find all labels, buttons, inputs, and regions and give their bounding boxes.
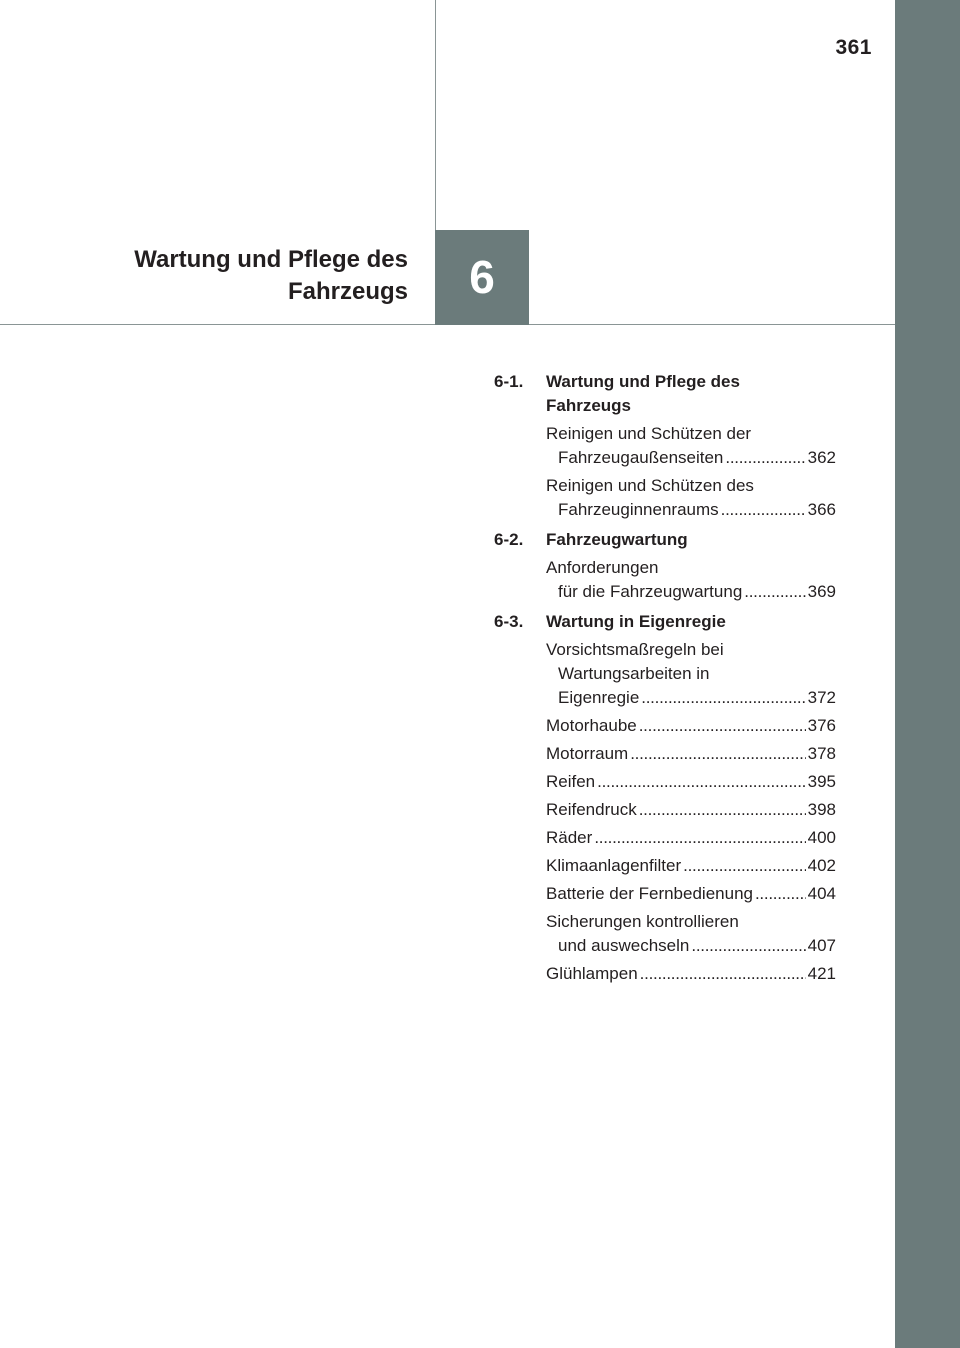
toc-entry-page-number: 402 (807, 856, 836, 875)
toc-entry-page-number: 376 (807, 716, 836, 735)
toc-entry-row (546, 446, 836, 470)
dot-leader (725, 446, 805, 470)
toc-entry-label: Batterie der Fernbedienung (546, 884, 753, 903)
toc-entry-row (546, 882, 836, 906)
toc-section-heading[interactable] (494, 370, 836, 418)
toc-entry-page-number: 400 (807, 828, 836, 847)
toc-entry-row (546, 854, 836, 878)
toc-entry-label-line: Reinigen und Schützen des (546, 476, 754, 495)
dot-leader (639, 798, 806, 822)
toc-entry-row (546, 580, 836, 604)
toc-entry-page-number: 395 (807, 772, 836, 791)
toc-entry-label: Reifen (546, 772, 596, 791)
toc-section-title-line: Wartung in Eigenregie (546, 612, 726, 631)
dot-leader (755, 882, 806, 906)
toc-entry[interactable] (546, 882, 836, 906)
toc-entry-page-number: 366 (807, 500, 836, 519)
toc-entry-label: Motorraum (546, 744, 629, 763)
toc-entry-row (546, 962, 836, 986)
toc-section-number: 6-3. (494, 612, 524, 631)
toc-entry-label: Räder (546, 828, 593, 847)
toc-entry-page-number: 398 (807, 800, 836, 819)
toc-entry-label-line: Wartungsarbeiten in (558, 664, 710, 683)
toc-section-title (546, 370, 836, 418)
vertical-divider (435, 0, 436, 230)
toc-section-title (546, 610, 836, 634)
dot-leader (640, 962, 806, 986)
dot-leader (630, 742, 805, 766)
toc-entry-row (546, 934, 836, 958)
dot-leader (597, 770, 805, 794)
toc-entry-row (546, 714, 836, 738)
toc-entry[interactable] (546, 798, 836, 822)
toc-entry-page-number: 407 (807, 936, 836, 955)
toc-entry-row (546, 498, 836, 522)
toc-entry-row (546, 798, 836, 822)
toc-section-title (546, 528, 836, 552)
toc-section-title-line: Fahrzeugs (546, 396, 632, 415)
dot-leader (683, 854, 805, 878)
chapter-title (60, 244, 408, 308)
toc-section-number: 6-2. (494, 530, 524, 549)
table-of-contents (494, 370, 836, 986)
toc-entry-label-line: Vorsichtsmaßregeln bei (546, 640, 724, 659)
toc-entry-label: Fahrzeugaußenseiten (558, 448, 724, 467)
toc-entry-row (546, 770, 836, 794)
toc-entry[interactable] (546, 638, 836, 710)
toc-section-heading[interactable] (494, 528, 836, 552)
toc-entry-label-line: Anforderungen (546, 558, 659, 577)
dot-leader (639, 714, 806, 738)
toc-entry-row (546, 742, 836, 766)
toc-entry-label: Motorhaube (546, 716, 637, 735)
toc-entry[interactable] (546, 854, 836, 878)
chapter-side-tab (895, 0, 960, 1348)
toc-entry[interactable] (546, 714, 836, 738)
toc-entry[interactable] (546, 742, 836, 766)
toc-entry[interactable] (546, 474, 836, 522)
toc-entry-label-line: Reinigen und Schützen der (546, 424, 752, 443)
toc-entry[interactable] (546, 770, 836, 794)
toc-entry-label: Eigenregie (558, 688, 640, 707)
toc-entry-page-number: 378 (807, 744, 836, 763)
toc-entry[interactable] (546, 962, 836, 986)
toc-section-title-line: Wartung und Pflege des (546, 372, 740, 391)
toc-entry-page-number: 421 (807, 964, 836, 983)
toc-section-number: 6-1. (494, 372, 524, 391)
dot-leader (721, 498, 806, 522)
toc-entry-page-number: 372 (807, 688, 836, 707)
toc-entry-label: Fahrzeuginnenraums (558, 500, 719, 519)
dot-leader (641, 686, 805, 710)
toc-entry-row (546, 826, 836, 850)
toc-entry-label-line: Sicherungen kontrollieren (546, 912, 739, 931)
page-number: 361 (835, 36, 872, 59)
chapter-number-box: 6 (435, 230, 529, 325)
toc-entry[interactable] (546, 422, 836, 470)
toc-entry-page-number: 362 (807, 448, 836, 467)
dot-leader (744, 580, 805, 604)
chapter-title-line2: Fahrzeugs (287, 278, 408, 305)
dot-leader (691, 934, 805, 958)
toc-entry[interactable] (546, 910, 836, 958)
toc-entry-page-number: 404 (807, 884, 836, 903)
toc-entry-label: Klimaanlagenfilter (546, 856, 682, 875)
toc-entry[interactable] (546, 826, 836, 850)
toc-entry-label: und auswechseln (558, 936, 690, 955)
toc-entry-label: Reifendruck (546, 800, 637, 819)
toc-entry[interactable] (546, 556, 836, 604)
chapter-title-line1: Wartung und Pflege des (134, 246, 408, 273)
toc-entry-label: für die Fahrzeugwartung (558, 582, 743, 601)
toc-entry-page-number: 369 (807, 582, 836, 601)
toc-entry-row (546, 686, 836, 710)
toc-section-title-line: Fahrzeugwartung (546, 530, 688, 549)
toc-entry-label: Glühlampen (546, 964, 638, 983)
dot-leader (594, 826, 805, 850)
toc-section-heading[interactable] (494, 610, 836, 634)
